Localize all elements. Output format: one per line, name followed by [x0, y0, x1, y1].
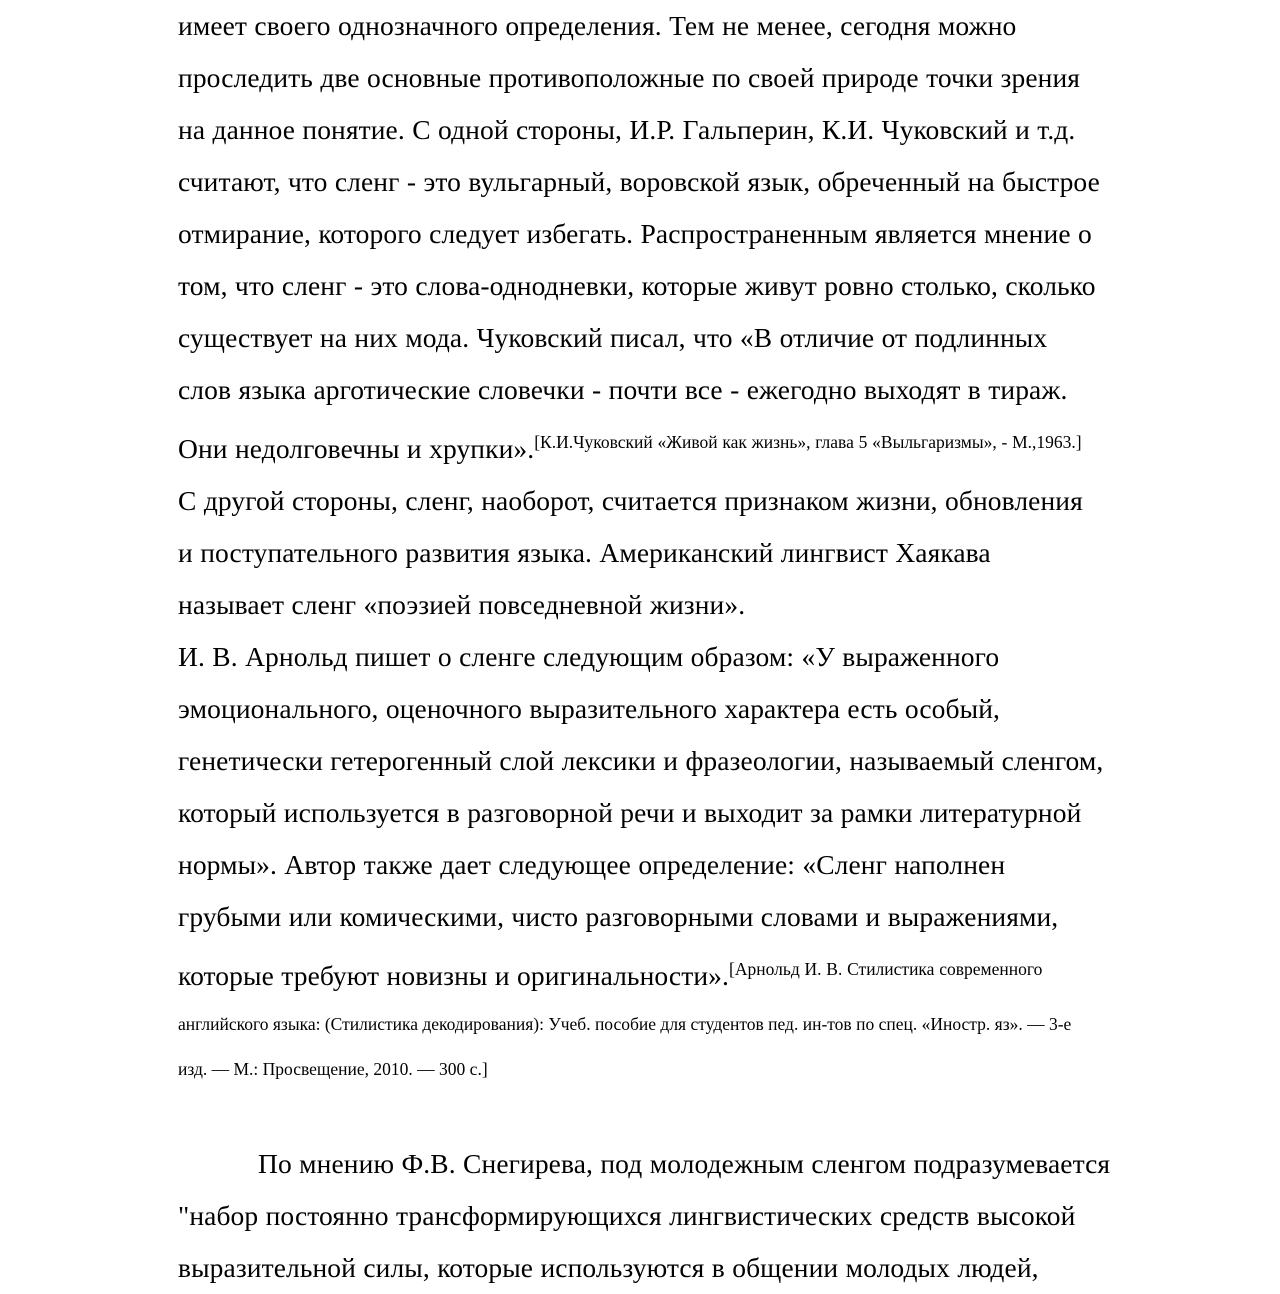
text-column	[178, 0, 1198, 1294]
body-line: С другой стороны, сленг, наоборот, считается признаком жизни, обновления	[178, 485, 1083, 516]
paragraph-opening	[178, 0, 1198, 475]
body-line: эмоционального, оценочного выразительного характера есть особый,	[178, 693, 1000, 724]
body-line: и поступательного развития языка. Американский лингвист Хаякава	[178, 537, 991, 568]
body-line: проследить две основные противоположные по своей природе точки зрения	[178, 62, 1081, 93]
body-line: существует на них мода. Чуковский писал, что «В отличие от подлинных	[178, 322, 1048, 353]
body-line: нормы». Автор также дает следующее определение: «Сленг наполнен	[178, 849, 1006, 880]
body-line: генетически гетерогенный слой лексики и фразеологии, называемый сленгом,	[178, 745, 1104, 776]
paragraph-arnold	[178, 631, 1198, 1002]
paragraph-spacer	[178, 1092, 1198, 1138]
citation-line: английского языка: (Стилистика декодирования): Учеб. пособие для студентов пед. ин-тов по спец. «Иностр. яз». — 3-е	[178, 1014, 1072, 1034]
body-line: называет сленг «поэзией повседневной жизни».	[178, 589, 746, 620]
citation-arnold-continued	[178, 1002, 1198, 1092]
citation-chukovsky: [К.И.Чуковский «Живой как жизнь», глава 5 «Выльгаризмы», - М.,1963.]	[534, 432, 1082, 452]
body-line: грубыми или комическими, чисто разговорными словами и выражениями,	[178, 901, 1059, 932]
paragraph-other-view	[178, 475, 1198, 631]
body-line: выразительной силы, которые используются в общении молодых людей,	[178, 1252, 1039, 1283]
body-line: слов языка арготические словечки - почти все - ежегодно выходят в тираж.	[178, 374, 1068, 405]
body-line: И. В. Арнольд пишет о сленге следующим образом: «У выраженного	[178, 641, 1000, 672]
body-line: том, что сленг - это слова-однодневки, которые живут ровно столько, сколько	[178, 270, 1096, 301]
body-line: Они недолговечны и хрупки».	[178, 433, 535, 464]
body-line: считают, что сленг - это вульгарный, воровской язык, обреченный на быстрое	[178, 166, 1100, 197]
paragraph-snegirev	[178, 1138, 1198, 1294]
body-line: который используется в разговорной речи и выходит за рамки литературной	[178, 797, 1082, 828]
citation-arnold-start: [Арнольд И. В. Стилистика современного	[729, 959, 1043, 979]
body-line: отмирание, которого следует избегать. Распространенным является мнение о	[178, 218, 1092, 249]
citation-line: изд. — М.: Просвещение, 2010. — 300 с.]	[178, 1059, 488, 1079]
body-line: "набор постоянно трансформирующихся лингвистических средств высокой	[178, 1200, 1076, 1231]
body-line: на данное понятие. С одной стороны, И.Р. Гальперин, К.И. Чуковский и т.д.	[178, 114, 1076, 145]
body-line: По мнению Ф.В. Снегирева, под молодежным сленгом подразумевается	[258, 1148, 1111, 1179]
body-line: которые требуют новизны и оригинальности».	[178, 960, 729, 991]
body-line: имеет своего однозначного определения. Тем не менее, сегодня можно	[178, 10, 1017, 41]
